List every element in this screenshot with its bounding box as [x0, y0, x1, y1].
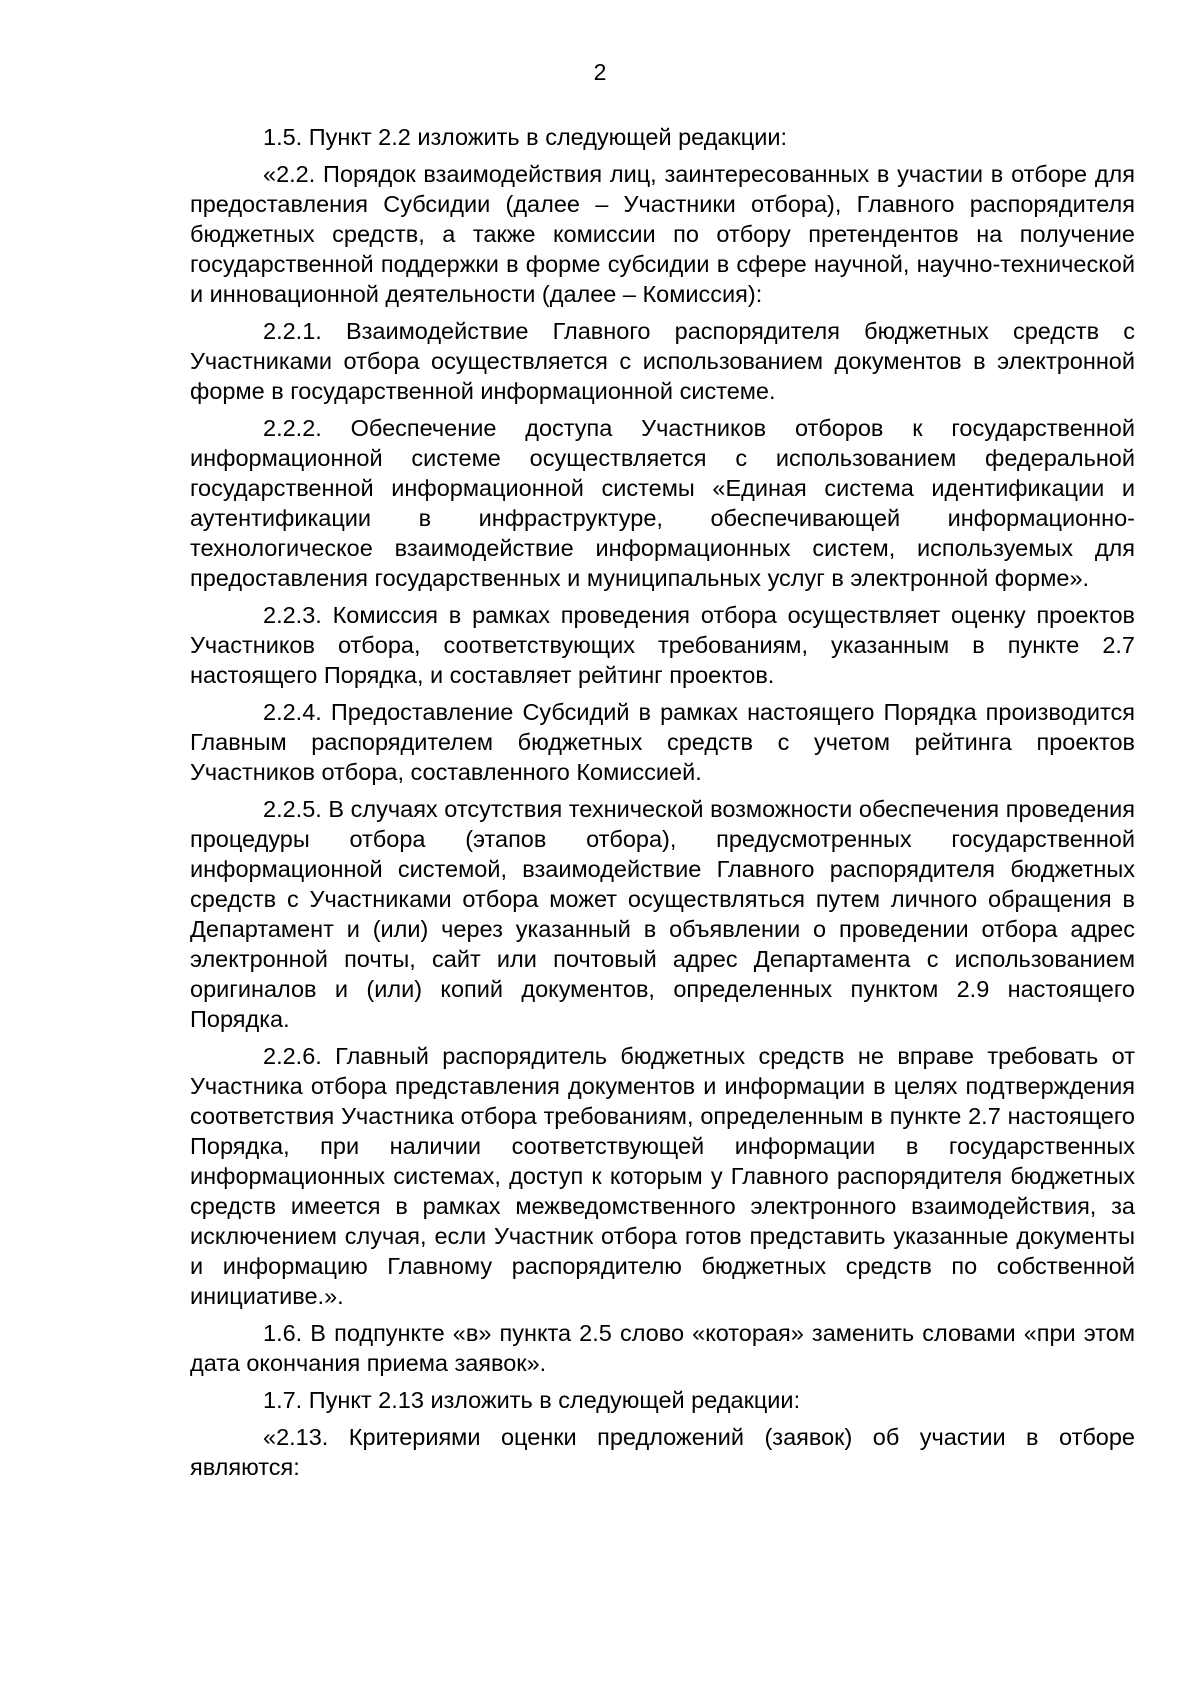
paragraph-2-2-1: 2.2.1. Взаимодействие Главного распорядителя бюджетных средств с Участниками отбора осуществляется с использованием документов в электронной форме в государственной информационной системе. — [190, 318, 1135, 404]
paragraph-2-13: «2.13. Критериями оценки предложений (заявок) об участии в отборе являются: — [190, 1424, 1135, 1480]
document-body — [190, 122, 1135, 1489]
paragraph-2-2-2: 2.2.2. Обеспечение доступа Участников отборов к государственной информационной системе осуществляется с использованием федеральной государственной информационной системы «Единая система идентификации и аутентификации в инфраструктуре, обеспечивающей информационно-технологическое взаимодействие информационных систем, используемых для предоставления государственных и муниципальных услуг в электронной форме». — [190, 415, 1135, 591]
paragraph-2-2-3: 2.2.3. Комиссия в рамках проведения отбора осуществляет оценку проектов Участников отбора, соответствующих требованиям, указанным в пункте 2.7 настоящего Порядка, и составляет рейтинг проектов. — [190, 602, 1135, 688]
paragraph-2-2-4: 2.2.4. Предоставление Субсидий в рамках настоящего Порядка производится Главным распорядителем бюджетных средств с учетом рейтинга проектов Участников отбора, составленного Комиссией. — [190, 699, 1135, 785]
paragraph-2-2-6: 2.2.6. Главный распорядитель бюджетных средств не вправе требовать от Участника отбора представления документов и информации в целях подтверждения соответствия Участника отбора требованиям, определенным в пункте 2.7 настоящего Порядка, при наличии соответствующей информации в государственных информационных системах, доступ к которым у Главного распорядителя бюджетных средств имеется в рамках межведомственного электронного взаимодействия, за исключением случая, если Участник отбора готов представить указанные документы и информацию Главному распорядителю бюджетных средств по собственной инициативе.». — [190, 1043, 1135, 1309]
paragraph-1-5: 1.5. Пункт 2.2 изложить в следующей редакции: — [263, 124, 788, 150]
paragraph-2-2: «2.2. Порядок взаимодействия лиц, заинтересованных в участии в отборе для предоставления Субсидии (далее – Участники отбора), Главного распорядителя бюджетных средств, а также комиссии по отбору претендентов на получение государственной поддержки в форме субсидии в сфере научной, научно-технической и инновационной деятельности (далее – Комиссия): — [190, 161, 1135, 307]
page-number: 2 — [593, 59, 607, 85]
paragraph-2-2-5: 2.2.5. В случаях отсутствия технической возможности обеспечения проведения процедуры отбора (этапов отбора), предусмотренных государственной информационной системой, взаимодействие Главного распорядителя бюджетных средств с Участниками отбора может осуществляться путем личного обращения в Департамент и (или) через указанный в объявлении о проведении отбора адрес электронной почты, сайт или почтовый адрес Департамента с использованием оригиналов и (или) копий документов, определенных пунктом 2.9 настоящего Порядка. — [190, 796, 1135, 1032]
paragraph-1-7: 1.7. Пункт 2.13 изложить в следующей редакции: — [263, 1387, 801, 1413]
paragraph-1-6: 1.6. В подпункте «в» пункта 2.5 слово «которая» заменить словами «при этом дата окончания приема заявок». — [190, 1320, 1135, 1376]
